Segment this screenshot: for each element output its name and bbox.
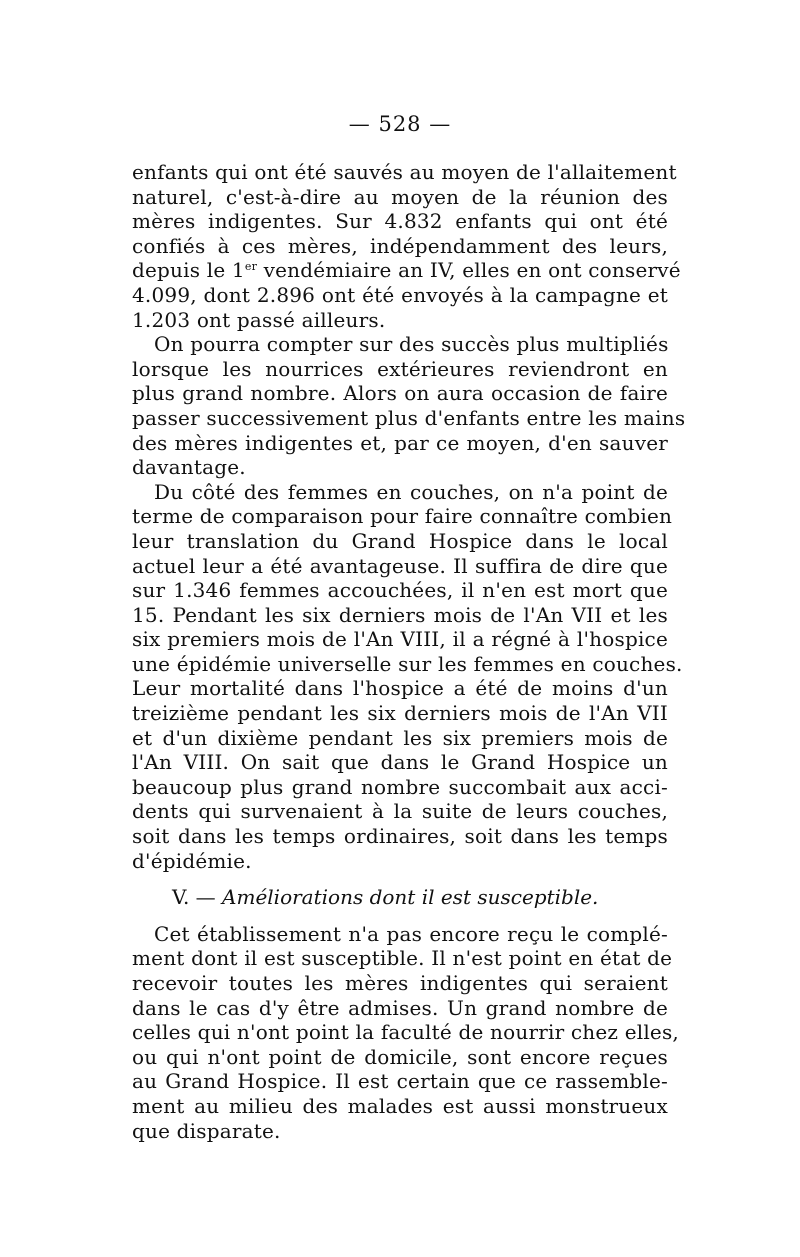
body-text — [132, 160, 686, 1143]
paragraph — [132, 160, 681, 332]
text-line: Leur mortalité dans l'hospice a été de moins d'un — [132, 676, 668, 701]
text-line: recevoir toutes les mères indigentes qui seraient — [132, 971, 668, 995]
text-line: ment au milieu des malades est aussi monstrueux — [132, 1093, 668, 1118]
text-line: leur translation du Grand Hospice dans le local — [132, 528, 668, 553]
text-line: 4.099, dont 2.896 ont été envoyés à la campagne et — [132, 282, 668, 307]
section-title: Améliorations dont il est susceptible. — [222, 885, 599, 910]
text-line: 15. Pendant les six derniers mois de l'An VII et les — [132, 602, 668, 627]
text-line: lorsque les nourrices extérieures reviendront en — [132, 356, 668, 381]
text-line: soit dans les temps ordinaires, soit dans les temps — [132, 824, 668, 849]
text-line: des mères indigentes et, par ce moyen, d'en sauver — [132, 430, 668, 455]
text-line: et d'un dixième pendant les six premiers mois de — [132, 725, 668, 750]
section-heading — [132, 885, 668, 910]
text-line: dans le cas d'y être admises. Un grand nombre de — [132, 995, 668, 1020]
text-line: ou qui n'ont point de domicile, sont encore reçues — [132, 1044, 668, 1069]
text-line: ment dont il est susceptible. Il n'est point en état de — [132, 946, 673, 971]
text-line: confiés à ces mères, indépendamment des leurs, — [132, 233, 668, 258]
text-line: une épidémie universelle sur les femmes en couches. — [132, 651, 683, 676]
text-line: On pourra compter sur des succès plus multipliés — [154, 332, 669, 357]
text-line: six premiers mois de l'An VIII, il a régné à l'hospice — [132, 627, 668, 652]
text-line: celles qui n'ont point la faculté de nourrir chez elles, — [132, 1020, 679, 1045]
text-line: dents qui survenaient à la suite de leurs couches, — [132, 799, 668, 824]
section-number: V. — — [172, 885, 216, 910]
text-line: 1.203 ont passé ailleurs. — [132, 307, 386, 332]
text-line: depuis le 1er vendémiaire an IV, elles en ont conservé — [132, 258, 681, 283]
text-line: passer successivement plus d'enfants entre les mains — [132, 405, 686, 430]
text-line: sur 1.346 femmes accouchées, il n'en est mort que — [132, 578, 668, 603]
text-line: Cet établissement n'a pas encore reçu le complé- — [154, 921, 668, 946]
text-line: mères indigentes. Sur 4.832 enfants qui ont été — [132, 209, 668, 234]
text-line: naturel, c'est-à-dire au moyen de la réunion des — [132, 184, 668, 209]
text-line: beaucoup plus grand nombre succombait aux acci- — [132, 774, 668, 799]
text-line: treizième pendant les six derniers mois de l'An VII — [132, 701, 668, 726]
text-line: terme de comparaison pour faire connaître combien — [132, 504, 673, 529]
text-line: plus grand nombre. Alors on aura occasion de faire — [132, 381, 668, 406]
text-line: que disparate. — [132, 1118, 281, 1143]
text-line: au Grand Hospice. Il est certain que ce rassemble- — [132, 1069, 668, 1094]
text-line: Du côté des femmes en couches, on n'a point de — [154, 479, 668, 504]
paragraph — [132, 921, 679, 1143]
paragraph — [132, 332, 686, 480]
text-line: davantage. — [132, 455, 246, 480]
text-line: d'épidémie. — [132, 848, 252, 873]
text-line: l'An VIII. On sait que dans le Grand Hospice un — [132, 750, 668, 775]
page-number: — 528 — — [348, 112, 452, 136]
paragraph — [132, 479, 683, 874]
text-line: enfants qui ont été sauvés au moyen de l'allaitement — [132, 160, 677, 184]
text-line: actuel leur a été avantageuse. Il suffira de dire que — [132, 553, 668, 578]
